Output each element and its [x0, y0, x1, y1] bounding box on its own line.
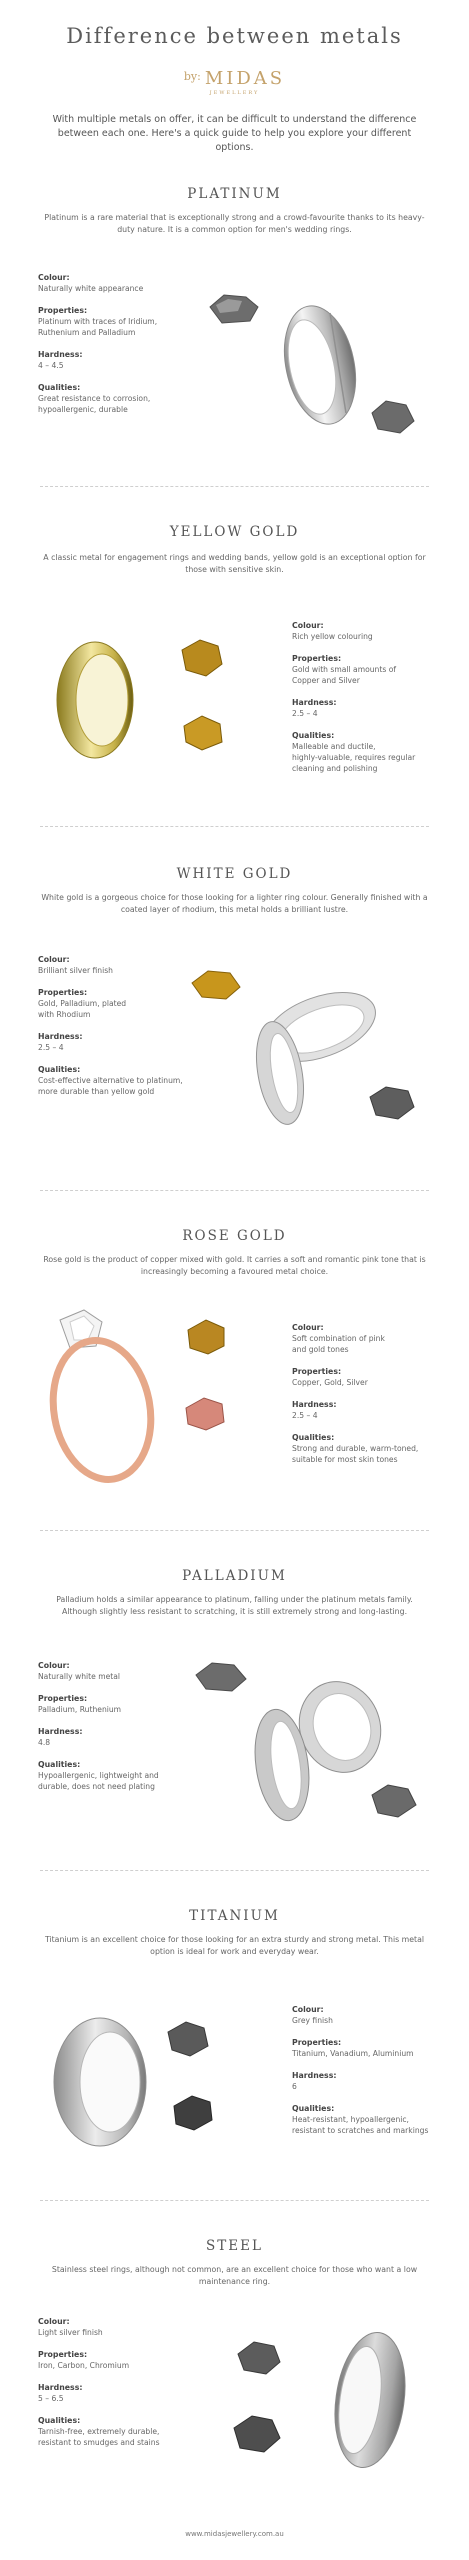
value-qualities: Malleable and ductile, highly-valuable, requires regular cleaning and polishing [292, 742, 416, 773]
platinum-nugget-icon-2 [372, 401, 414, 433]
palladium-ring-image [190, 1655, 440, 1845]
value-qualities: Cost-effective alternative to platinum, more durable than yellow gold [38, 1076, 183, 1096]
label-hardness: Hardness: [38, 350, 83, 359]
carbon-nugget-icon [234, 2416, 280, 2452]
label-colour: Colour: [38, 273, 70, 282]
value-colour: Brilliant silver finish [38, 966, 113, 975]
value-hardness: 6 [292, 2082, 297, 2091]
value-properties: Palladium, Ruthenium [38, 1705, 122, 1714]
value-hardness: 5 – 6.5 [38, 2394, 64, 2403]
label-properties: Properties: [292, 654, 342, 663]
steel-ring-image [230, 2320, 440, 2500]
value-colour: Light silver finish [38, 2328, 103, 2337]
brand-name: MIDAS [204, 68, 286, 89]
value-colour: Rich yellow colouring [292, 632, 373, 641]
brand-sub: JEWELLERY [209, 90, 260, 96]
white-gold-ring-image [190, 965, 440, 1145]
titanium-ring-image [40, 2010, 240, 2160]
value-colour: Soft combination of pink and gold tones [292, 1334, 385, 1354]
titanium-ring-inner [80, 2032, 140, 2132]
label-hardness: Hardness: [292, 2071, 337, 2080]
value-qualities: Heat-resistant, hypoallergenic, resistant to scratches and markings [292, 2115, 429, 2135]
section-divider [40, 1190, 429, 1191]
rose-gold-ring-image [40, 1300, 240, 1490]
label-qualities: Qualities: [292, 731, 335, 740]
titanium-nugget-icon [168, 2022, 208, 2056]
section-divider [40, 2200, 429, 2201]
label-hardness: Hardness: [38, 1727, 83, 1736]
copper-nugget-icon [186, 1398, 224, 1430]
palladium-nugget-icon [196, 1663, 246, 1691]
gold-nugget-icon [192, 971, 240, 999]
section-divider [40, 1530, 429, 1531]
properties-palladium [38, 1660, 203, 1803]
label-colour: Colour: [38, 2317, 70, 2326]
section-title-rose-gold: ROSE GOLD [182, 1228, 287, 1244]
section-title-titanium: TITANIUM [189, 1908, 280, 1924]
section-title-steel: STEEL [206, 2238, 263, 2254]
label-properties: Properties: [38, 1694, 88, 1703]
properties-white-gold [38, 954, 203, 1108]
label-hardness: Hardness: [292, 1400, 337, 1409]
section-desc-white-gold: White gold is a gorgeous choice for those looking for a lighter ring colour. Generally finished with a coated layer of rhodium, this metal holds a brilliant lustre. [41, 893, 428, 914]
gold-nugget-icon [182, 640, 222, 676]
label-hardness: Hardness: [292, 698, 337, 707]
platinum-ring-image [200, 285, 440, 460]
label-colour: Colour: [292, 2005, 324, 2014]
label-qualities: Qualities: [38, 2416, 81, 2425]
page-title: Difference between metals [66, 24, 403, 48]
properties-platinum [38, 272, 203, 426]
intro-text: With multiple metals on offer, it can be difficult to understand the difference between each one. Here's a quick guide to help you explore your different options. [52, 114, 417, 153]
value-colour: Naturally white metal [38, 1672, 121, 1681]
label-colour: Colour: [292, 621, 324, 630]
value-hardness: 2.5 – 4 [292, 709, 318, 718]
value-properties: Platinum with traces of Iridium, Ruthenium and Palladium [38, 317, 158, 337]
iron-nugget-icon [238, 2342, 280, 2374]
section-desc-palladium: Palladium holds a similar appearance to platinum, falling under the platinum metals family. Although slightly less resistant to scratching, it is still extremely strong and long-lasting. [56, 1595, 413, 1616]
value-properties: Gold with small amounts of Copper and Silver [292, 665, 397, 685]
value-properties: Iron, Carbon, Chromium [38, 2361, 130, 2370]
section-title-yellow-gold: YELLOW GOLD [169, 524, 300, 540]
label-qualities: Qualities: [38, 383, 81, 392]
value-qualities: Great resistance to corrosion, hypoallergenic, durable [38, 394, 151, 414]
value-qualities: Hypoallergenic, lightweight and durable, does not need plating [38, 1771, 159, 1791]
ruthenium-nugget-icon [372, 1785, 416, 1817]
label-properties: Properties: [38, 988, 88, 997]
section-desc-rose-gold: Rose gold is the product of copper mixed with gold. It carries a soft and romantic pink tone that is increasingly becoming a favoured metal choice. [43, 1255, 426, 1276]
label-colour: Colour: [292, 1323, 324, 1332]
section-desc-titanium: Titanium is an excellent choice for those looking for an extra sturdy and strong metal. This metal option is ideal for work and everyday wear. [44, 1935, 425, 1956]
value-properties: Copper, Gold, Silver [292, 1378, 368, 1387]
section-divider [40, 1870, 429, 1871]
label-qualities: Qualities: [292, 1433, 335, 1442]
label-properties: Properties: [292, 1367, 342, 1376]
section-desc-steel: Stainless steel rings, although not common, are an excellent choice for those who want a low maintenance ring. [51, 2265, 418, 2286]
gold-nugget-icon-2 [184, 716, 222, 750]
value-qualities: Strong and durable, warm-toned, suitable for most skin tones [292, 1444, 419, 1464]
properties-yellow-gold [292, 620, 457, 785]
value-hardness: 4 – 4.5 [38, 361, 64, 370]
label-qualities: Qualities: [38, 1065, 81, 1074]
label-properties: Properties: [292, 2038, 342, 2047]
section-title-white-gold: WHITE GOLD [176, 866, 293, 882]
section-divider [40, 826, 429, 827]
label-properties: Properties: [38, 306, 88, 315]
footer-url[interactable]: www.midasjewellery.com.au [185, 2530, 284, 2538]
label-qualities: Qualities: [292, 2104, 335, 2113]
label-properties: Properties: [38, 2350, 88, 2359]
yellow-gold-ring-inner [76, 654, 128, 746]
section-title-palladium: PALLADIUM [182, 1568, 287, 1584]
value-properties: Gold, Palladium, plated with Rhodium [38, 999, 127, 1019]
value-colour: Grey finish [292, 2016, 333, 2025]
brand-by: by: [183, 70, 201, 83]
label-colour: Colour: [38, 955, 70, 964]
section-desc-yellow-gold: A classic metal for engagement rings and wedding bands, yellow gold is an exceptional option for those with sensitive skin. [43, 553, 426, 574]
vanadium-nugget-icon [174, 2096, 212, 2130]
value-hardness: 2.5 – 4 [38, 1043, 64, 1052]
value-hardness: 2.5 – 4 [292, 1411, 318, 1420]
value-hardness: 4.8 [38, 1738, 51, 1747]
label-hardness: Hardness: [38, 2383, 83, 2392]
label-qualities: Qualities: [38, 1760, 81, 1769]
value-colour: Naturally white appearance [38, 284, 144, 293]
label-hardness: Hardness: [38, 1032, 83, 1041]
label-colour: Colour: [38, 1661, 70, 1670]
properties-titanium [292, 2004, 457, 2147]
section-divider [40, 486, 429, 487]
section-desc-platinum: Platinum is a rare material that is exceptionally strong and a crowd-favourite thanks to its heavy-duty nature. It is a common option for men's wedding rings. [44, 213, 425, 234]
yellow-gold-ring-image [40, 630, 240, 770]
properties-steel [38, 2316, 203, 2459]
rhodium-nugget-icon [370, 1087, 414, 1119]
value-qualities: Tarnish-free, extremely durable, resistant to smudges and stains [38, 2427, 160, 2447]
rose-gold-ring-icon [43, 1333, 162, 1488]
brand-logo [0, 68, 469, 96]
section-title-platinum: PLATINUM [187, 186, 282, 202]
value-properties: Titanium, Vanadium, Aluminium [292, 2049, 414, 2058]
gold-nugget-icon [188, 1320, 224, 1354]
properties-rose-gold [292, 1322, 457, 1476]
